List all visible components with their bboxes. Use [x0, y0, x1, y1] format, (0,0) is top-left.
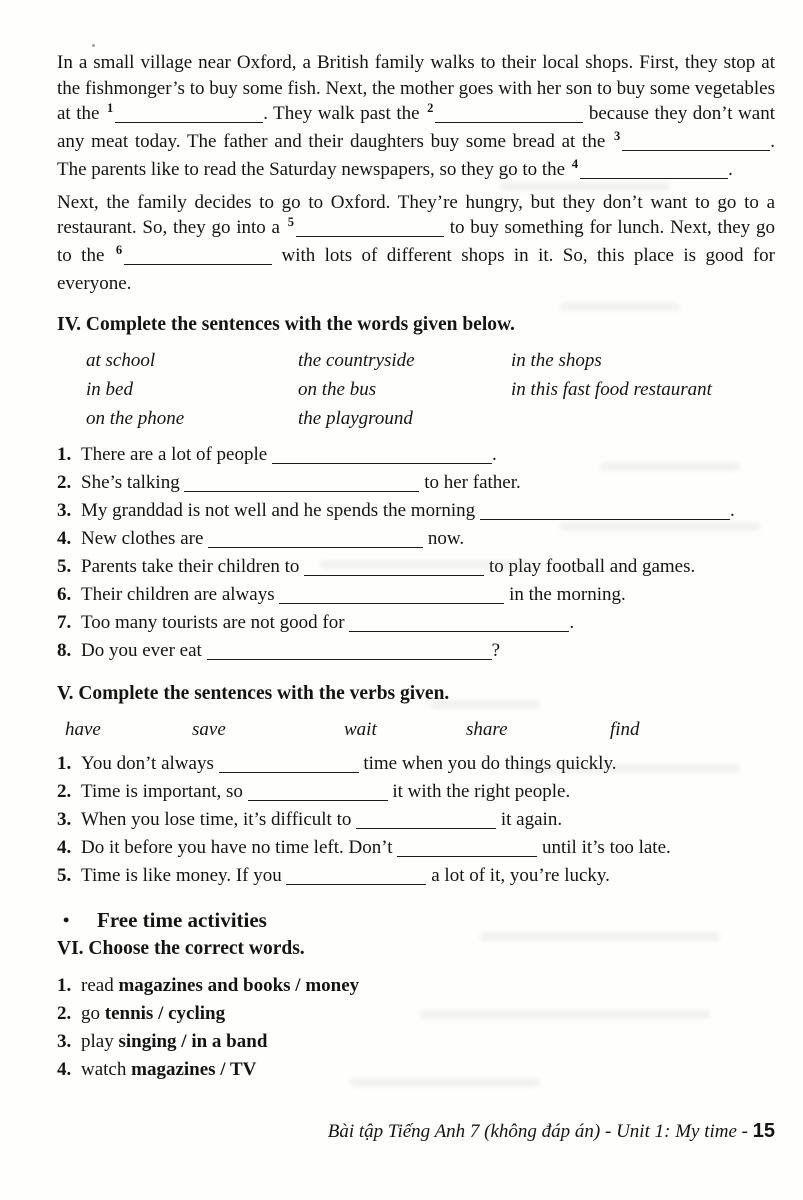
page-footer	[0, 1118, 775, 1145]
item-sentence	[81, 525, 775, 553]
answer-blank	[304, 556, 484, 576]
verb-text: watch	[81, 1059, 132, 1081]
answer-blank	[397, 837, 537, 857]
item-number: 1.	[57, 753, 72, 775]
passage-text: because they don’t want any meat today. The father and their daughters buy some bread at the	[57, 103, 775, 153]
fill-blank-5	[296, 217, 444, 237]
exercise4-heading: IV. Complete the sentences with the words given below.	[57, 314, 515, 336]
sentence-text: New clothes are	[81, 528, 209, 550]
item-number: 1.	[57, 444, 72, 466]
blank-number-3: 3	[614, 129, 621, 144]
item-number: 3.	[57, 500, 72, 522]
item-sentence	[81, 834, 775, 862]
exercise6-item-3	[57, 1028, 775, 1056]
fill-blank-1	[115, 103, 263, 123]
verb-option: save	[192, 719, 226, 741]
passage-text: .	[728, 158, 733, 180]
item-number: 3.	[57, 809, 72, 831]
sentence-text: .	[491, 444, 497, 466]
passage-text: . They walk past the	[263, 103, 426, 125]
answer-blank	[248, 781, 388, 801]
exercise5-heading: V. Complete the sentences with the verbs given.	[57, 683, 450, 705]
section-title: Free time activities	[97, 908, 267, 933]
sentence-text: ?	[491, 640, 500, 662]
item-sentence	[81, 581, 775, 609]
page-number: 15	[752, 1120, 775, 1142]
item-number: 4.	[57, 1059, 72, 1081]
reading-paragraph-1	[57, 50, 775, 185]
exercise4-item-7	[57, 609, 775, 637]
choice-options: singing / in a band	[118, 1031, 268, 1053]
item-number: 1.	[57, 975, 72, 997]
verb-text: play	[81, 1031, 119, 1053]
verb-text: go	[81, 1003, 105, 1025]
answer-blank	[208, 528, 423, 548]
choice-options: magazines and books / money	[118, 975, 360, 997]
answer-blank	[286, 865, 426, 885]
sentence-text: When you lose time, it’s difficult to	[81, 809, 357, 831]
word-option: on the bus	[298, 379, 377, 401]
sentence-text: until it’s too late.	[537, 837, 671, 859]
fill-blank-4	[580, 159, 728, 179]
sentence-text: to her father.	[419, 472, 521, 494]
item-sentence	[81, 497, 775, 525]
exercise6-heading: VI. Choose the correct words.	[57, 938, 305, 960]
sentence-text: Time is important, so	[81, 781, 248, 803]
sentence-text: She’s talking	[81, 472, 185, 494]
exercise4-item-8	[57, 637, 775, 665]
sentence-text: it again.	[496, 809, 563, 831]
word-option: in the shops	[511, 350, 602, 372]
sentence-text: Do it before you have no time left. Don’t	[81, 837, 398, 859]
choice-options: magazines / TV	[131, 1059, 257, 1081]
answer-blank	[272, 444, 492, 464]
exercise5-item-5	[57, 862, 775, 890]
word-option: on the phone	[86, 408, 185, 430]
choice-options: tennis / cycling	[104, 1003, 226, 1025]
item-sentence	[81, 553, 775, 581]
exercise6-item-4	[57, 1056, 775, 1084]
sentence-text: Too many tourists are not good for	[81, 612, 350, 634]
exercise6-items	[57, 972, 775, 1084]
item-sentence	[81, 1000, 775, 1028]
fill-blank-2	[435, 103, 583, 123]
item-sentence	[81, 469, 775, 497]
verb-box	[57, 715, 775, 744]
exercise5-item-4	[57, 834, 775, 862]
sentence-text: .	[569, 612, 575, 634]
exercise5-item-2	[57, 778, 775, 806]
sentence-text: Time is like money. If you	[81, 865, 287, 887]
verb-text: read	[81, 975, 119, 997]
passage-text: to buy something for lunch. Next, they go to the	[57, 217, 775, 266]
sentence-text: Do you ever eat	[81, 640, 207, 662]
exercise4-item-2	[57, 469, 775, 497]
blank-number-4: 4	[571, 156, 579, 171]
item-number: 3.	[57, 1031, 72, 1053]
item-number: 4.	[57, 528, 72, 550]
word-option: at school	[86, 350, 156, 372]
sentence-text: time when you do things quickly.	[358, 753, 617, 775]
answer-blank	[480, 500, 730, 520]
item-number: 6.	[57, 584, 72, 606]
scan-speck	[92, 44, 95, 47]
verb-option: have	[65, 719, 101, 741]
section-free-time-heading	[57, 906, 775, 934]
word-option: in this fast food restaurant	[511, 379, 712, 401]
item-sentence	[81, 609, 775, 637]
item-sentence	[81, 778, 775, 806]
exercise5-item-1	[57, 750, 775, 778]
passage-text: In a small village near Oxford, a British family walks to their local shops. First, they stop at the fishmonger’s to buy some fish. Next, the mother goes with her son to buy some vegetables at the	[57, 52, 775, 125]
sentence-text: now.	[423, 528, 465, 550]
item-sentence	[81, 972, 775, 1000]
word-option: the playground	[298, 408, 413, 430]
item-number: 4.	[57, 837, 72, 859]
word-box-column-3	[511, 346, 775, 433]
item-sentence	[81, 1028, 775, 1056]
fill-blank-3	[622, 131, 770, 151]
item-number: 7.	[57, 612, 72, 634]
item-number: 5.	[57, 556, 72, 578]
sentence-text: to play football and games.	[484, 556, 696, 578]
fill-blank-6	[124, 245, 272, 265]
footer-title: Bài tập Tiếng Anh 7 (không đáp án) - Unit 1: My time -	[327, 1121, 753, 1142]
blank-number-5: 5	[287, 215, 294, 230]
blank-number-2: 2	[427, 101, 434, 116]
sentence-text: Parents take their children to	[81, 556, 305, 578]
exercise5-item-3	[57, 806, 775, 834]
answer-blank	[184, 472, 419, 492]
sentence-text: My granddad is not well and he spends the morning	[81, 500, 480, 522]
word-box	[57, 346, 775, 433]
item-sentence	[81, 441, 775, 469]
item-number: 2.	[57, 1003, 72, 1025]
word-option: in bed	[86, 379, 133, 401]
sentence-text: There are a lot of people	[81, 444, 272, 466]
sentence-text: Their children are always	[81, 584, 280, 606]
item-number: 5.	[57, 865, 72, 887]
item-sentence	[81, 637, 775, 665]
passage-text: . The parents like to read the Saturday newspapers, so they go to the	[57, 131, 775, 180]
exercise4-item-6	[57, 581, 775, 609]
sentence-text: a lot of it, you’re lucky.	[426, 865, 610, 887]
answer-blank	[219, 753, 359, 773]
exercise6-item-1	[57, 972, 775, 1000]
exercise4-items	[57, 441, 775, 665]
exercise4-item-3	[57, 497, 775, 525]
answer-blank	[207, 640, 492, 660]
page-content	[57, 0, 775, 1084]
item-sentence	[81, 1056, 775, 1084]
exercise4-item-5	[57, 553, 775, 581]
verb-option: wait	[344, 719, 377, 741]
verb-option: find	[610, 719, 640, 741]
reading-paragraph-2	[57, 190, 775, 297]
item-sentence	[81, 750, 775, 778]
sentence-text: .	[729, 500, 735, 522]
word-option: the countryside	[298, 350, 415, 372]
passage-text: with lots of different shops in it. So, this place is good for everyone.	[57, 244, 775, 294]
answer-blank	[356, 809, 496, 829]
bullet-icon: •	[63, 910, 70, 931]
item-sentence	[81, 806, 775, 834]
item-number: 2.	[57, 472, 72, 494]
sentence-text: in the morning.	[504, 584, 626, 606]
answer-blank	[279, 584, 504, 604]
blank-number-1: 1	[106, 101, 114, 116]
exercise4-item-4	[57, 525, 775, 553]
exercise5-items	[57, 750, 775, 890]
word-box-column-2	[298, 346, 511, 433]
exercise4-item-1	[57, 441, 775, 469]
item-sentence	[81, 862, 775, 890]
sentence-text: You don’t always	[81, 753, 219, 775]
passage-text: Next, the family decides to go to Oxford. They’re hungry, but they don’t want to go to a restaurant. So, they go into a	[57, 191, 775, 239]
item-number: 8.	[57, 640, 72, 662]
exercise6-item-2	[57, 1000, 775, 1028]
verb-option: share	[466, 719, 508, 741]
sentence-text: it with the right people.	[387, 781, 571, 803]
blank-number-6: 6	[115, 242, 123, 257]
item-number: 2.	[57, 781, 72, 803]
word-box-column-1	[86, 346, 298, 433]
answer-blank	[349, 612, 569, 632]
